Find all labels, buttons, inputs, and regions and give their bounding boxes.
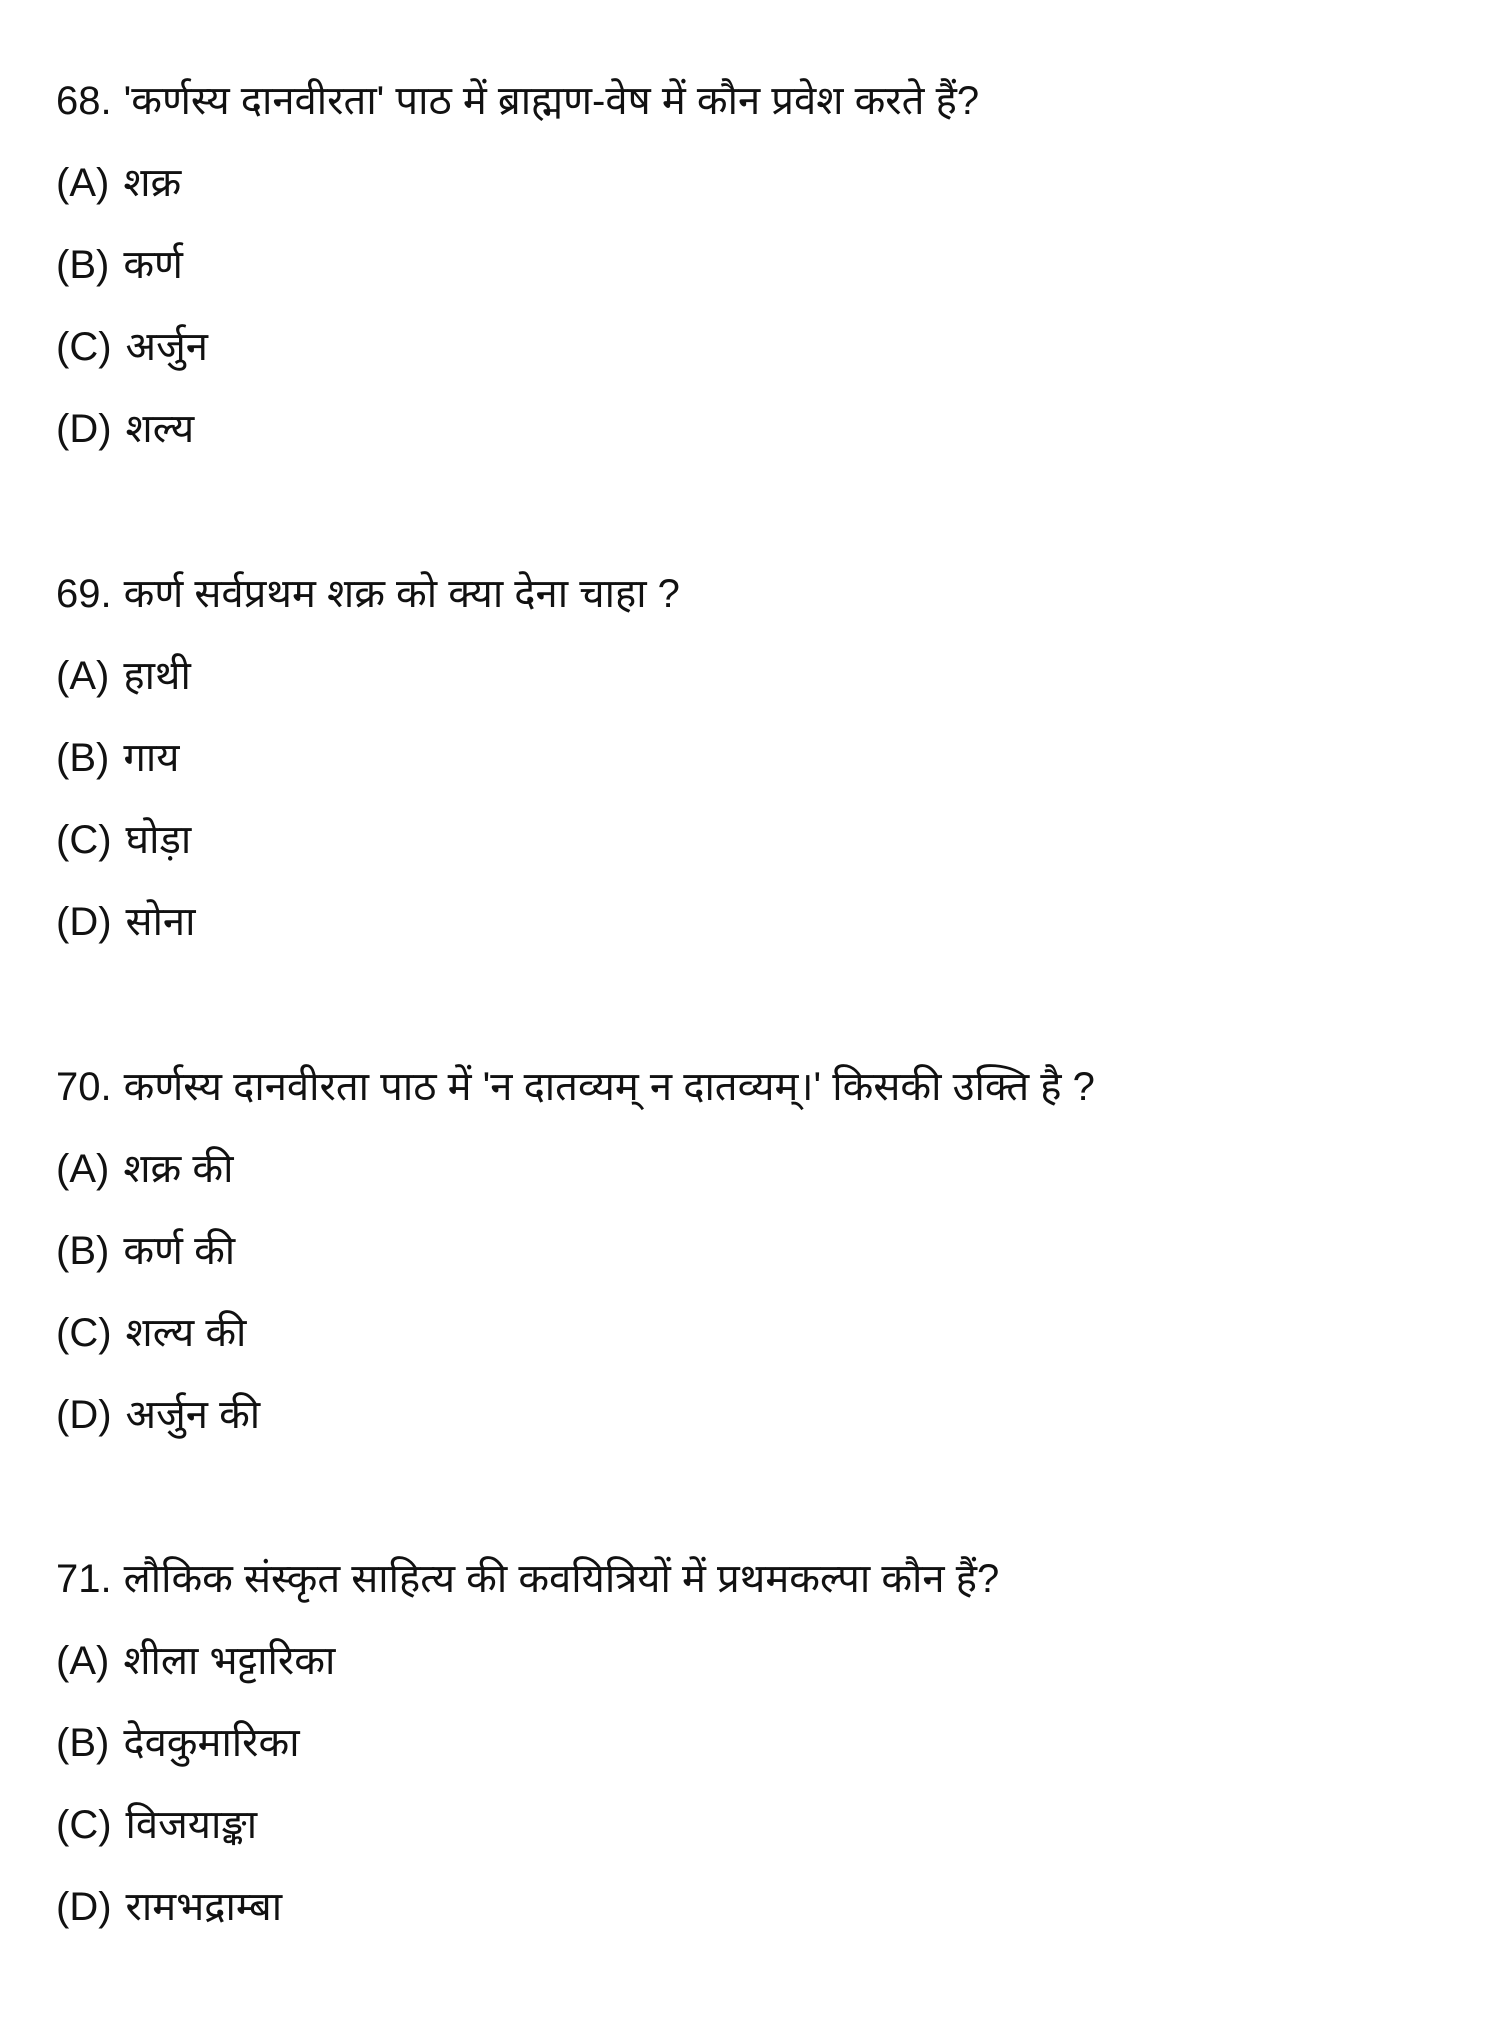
option-text: शक्र [123,161,182,205]
option-text: गाय [123,736,180,780]
option-text: शीला भट्टारिका [123,1639,336,1683]
option-text: अर्जुन की [125,1393,261,1437]
question-71 [56,1538,1476,1948]
option-letter: (C) [56,325,112,369]
question-70 [56,1046,1476,1456]
option-letter: (B) [56,736,110,780]
option-text: शल्य [125,407,195,451]
option-letter: (D) [56,1885,112,1929]
option-text: शक्र की [123,1147,234,1191]
question-text-line [56,1538,1476,1620]
option-letter: (A) [56,654,110,698]
option-text: अर्जुन [125,325,208,369]
option-text: रामभद्राम्बा [125,1885,283,1929]
answer-option[interactable] [56,224,1476,306]
answer-option[interactable] [56,142,1476,224]
option-letter: (A) [56,161,110,205]
answer-option[interactable] [56,1210,1476,1292]
option-letter: (C) [56,818,112,862]
question-text-line [56,553,1476,635]
option-letter: (B) [56,1721,110,1765]
option-letter: (D) [56,900,112,944]
question-text: लौकिक संस्कृत साहित्य की कवयित्रियों में प्रथमकल्पा कौन हैं? [123,1557,1000,1601]
answer-option[interactable] [56,1784,1476,1866]
answer-option[interactable] [56,1866,1476,1948]
answer-option[interactable] [56,1620,1476,1702]
option-letter: (D) [56,407,112,451]
option-text: घोड़ा [125,818,192,862]
option-text: हाथी [123,654,191,698]
question-number: 69. [56,572,112,616]
question-text: 'कर्णस्य दानवीरता' पाठ में ब्राह्मण-वेष में कौन प्रवेश करते हैं? [123,79,980,123]
option-letter: (A) [56,1639,110,1683]
question-number: 68. [56,79,112,123]
option-text: कर्ण [123,243,183,287]
question-69 [56,553,1476,963]
option-letter: (B) [56,1229,110,1273]
question-68 [56,60,1476,470]
option-text: सोना [125,900,196,944]
option-letter: (A) [56,1147,110,1191]
question-text-line [56,1046,1476,1128]
answer-option[interactable] [56,1128,1476,1210]
question-text: कर्णस्य दानवीरता पाठ में 'न दातव्यम् न दातव्यम्।' किसकी उक्ति है ? [123,1065,1095,1109]
answer-option[interactable] [56,635,1476,717]
question-text: कर्ण सर्वप्रथम शक्र को क्या देना चाहा ? [123,572,680,616]
answer-option[interactable] [56,388,1476,470]
option-text: देवकुमारिका [123,1721,300,1765]
option-text: विजयाङ्का [125,1803,258,1847]
option-letter: (C) [56,1803,112,1847]
answer-option[interactable] [56,306,1476,388]
answer-option[interactable] [56,717,1476,799]
question-text-line [56,60,1476,142]
answer-option[interactable] [56,1702,1476,1784]
answer-option[interactable] [56,881,1476,963]
option-letter: (C) [56,1311,112,1355]
answer-option[interactable] [56,1374,1476,1456]
option-text: शल्य की [125,1311,247,1355]
option-letter: (B) [56,243,110,287]
question-number: 71. [56,1557,112,1601]
option-letter: (D) [56,1393,112,1437]
answer-option[interactable] [56,799,1476,881]
question-number: 70. [56,1065,112,1109]
option-text: कर्ण की [123,1229,236,1273]
answer-option[interactable] [56,1292,1476,1374]
